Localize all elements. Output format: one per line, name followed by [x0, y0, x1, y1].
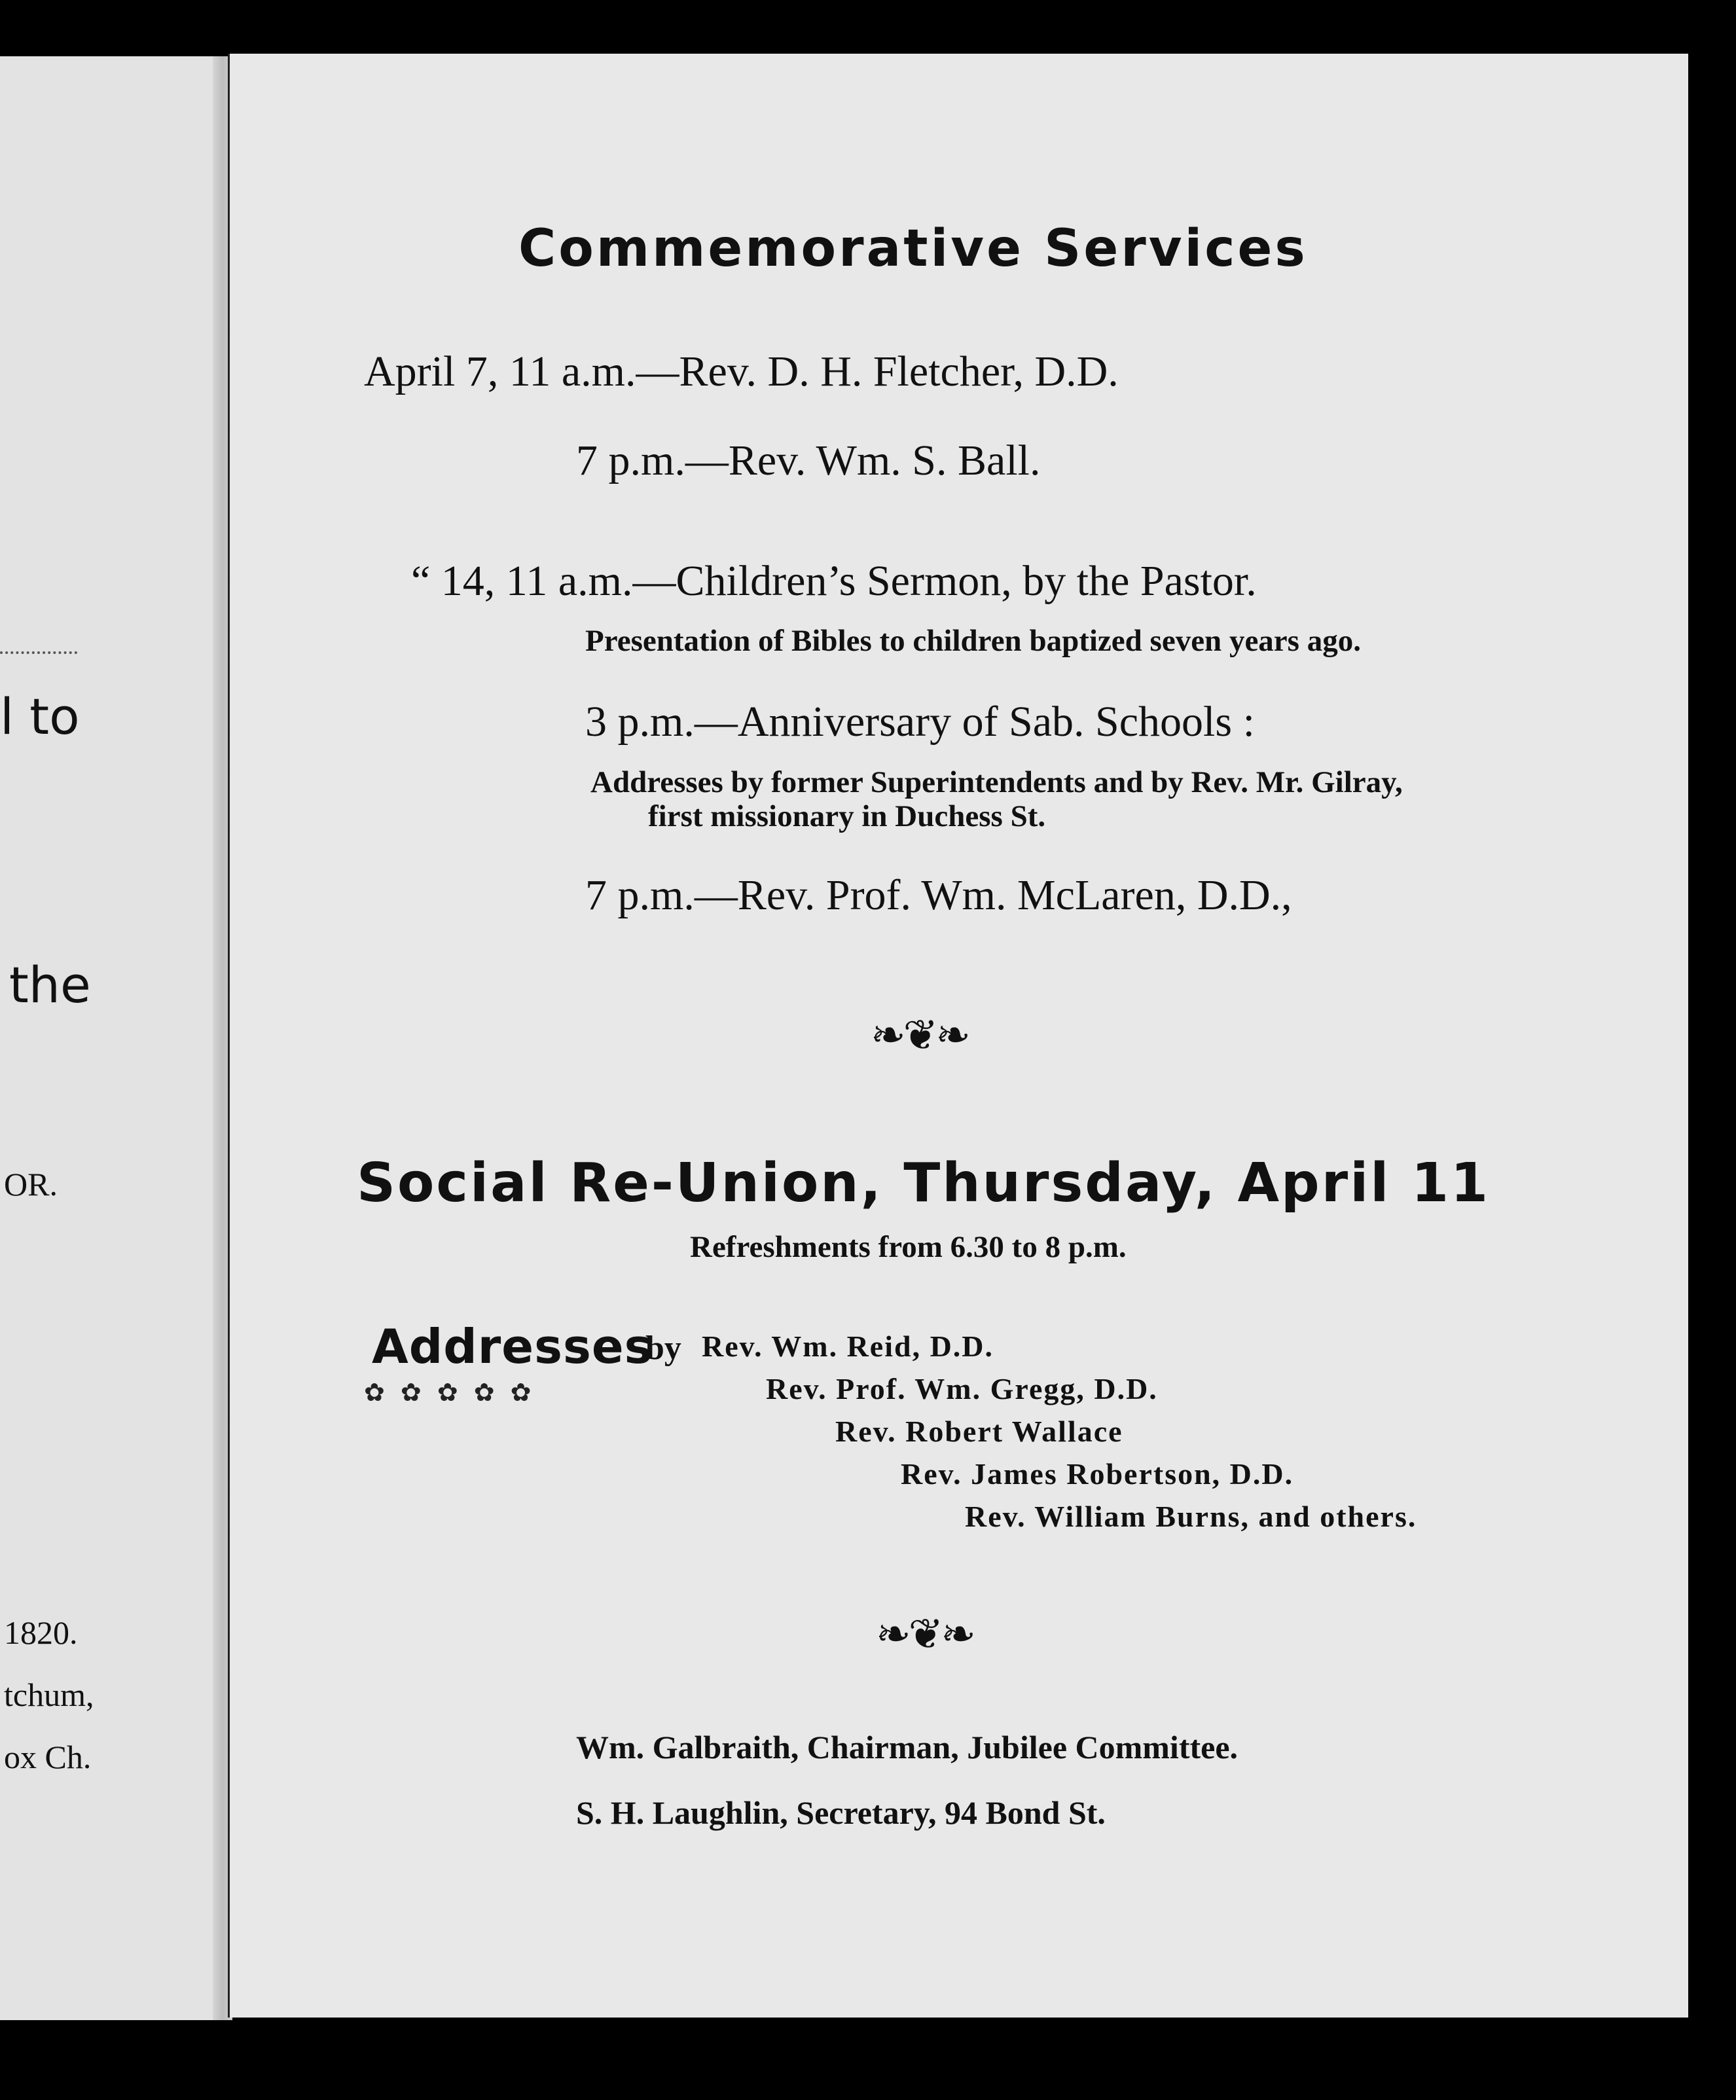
secretary-signature: S. H. Laughlin, Secretary, 94 Bond St. [576, 1794, 1106, 1831]
dotted-rule [0, 651, 77, 654]
left-fragment-2: the [9, 956, 91, 1014]
speaker-5: Rev. William Burns, and others. [965, 1500, 1417, 1533]
service-line-4: 3 p.m.—Anniversary of Sab. Schools : [585, 698, 1255, 746]
speaker-1: Rev. Wm. Reid, D.D. [702, 1330, 994, 1363]
speaker-3: Rev. Robert Wallace [835, 1415, 1123, 1448]
left-fragment-3: OR. [4, 1166, 58, 1203]
ornament-row: ✿ ✿ ✿ ✿ ✿ [364, 1378, 535, 1407]
service-line-1: April 7, 11 a.m.—Rev. D. H. Fletcher, D.D. [364, 348, 1119, 395]
services-heading: Commemorative Services [518, 219, 1308, 278]
left-fragment-4: 1820. [4, 1614, 78, 1651]
addresses-by: by [645, 1330, 681, 1367]
chairman-signature: Wm. Galbraith, Chairman, Jubilee Committee. [576, 1729, 1239, 1765]
service-note-1: Presentation of Bibles to children baptized seven years ago. [585, 624, 1361, 658]
left-page-fold [0, 56, 223, 2020]
left-fragment-6: ox Ch. [4, 1739, 92, 1775]
service-note-2: Addresses by former Superintendents and by Rev. Mr. Gilray, [590, 765, 1403, 799]
service-line-5: 7 p.m.—Rev. Prof. Wm. McLaren, D.D., [585, 871, 1292, 919]
ornament-divider-1: ❧❦❧ [871, 1011, 968, 1060]
reunion-heading: Social Re-Union, Thursday, April 11 [357, 1152, 1491, 1214]
left-fragment-1: l to [0, 687, 80, 746]
left-fragment-5: tchum, [4, 1676, 94, 1713]
speaker-2: Rev. Prof. Wm. Gregg, D.D. [766, 1372, 1158, 1405]
addresses-label: Addresses [372, 1319, 653, 1374]
speaker-4: Rev. James Robertson, D.D. [901, 1457, 1294, 1491]
service-line-3: “ 14, 11 a.m.—Children’s Sermon, by the Pastor. [411, 557, 1257, 605]
ornament-divider-2: ❧❦❧ [876, 1610, 973, 1659]
service-note-3: first missionary in Duchess St. [648, 799, 1046, 833]
reunion-subtext: Refreshments from 6.30 to 8 p.m. [690, 1230, 1127, 1264]
service-line-2: 7 p.m.—Rev. Wm. S. Ball. [576, 437, 1041, 484]
